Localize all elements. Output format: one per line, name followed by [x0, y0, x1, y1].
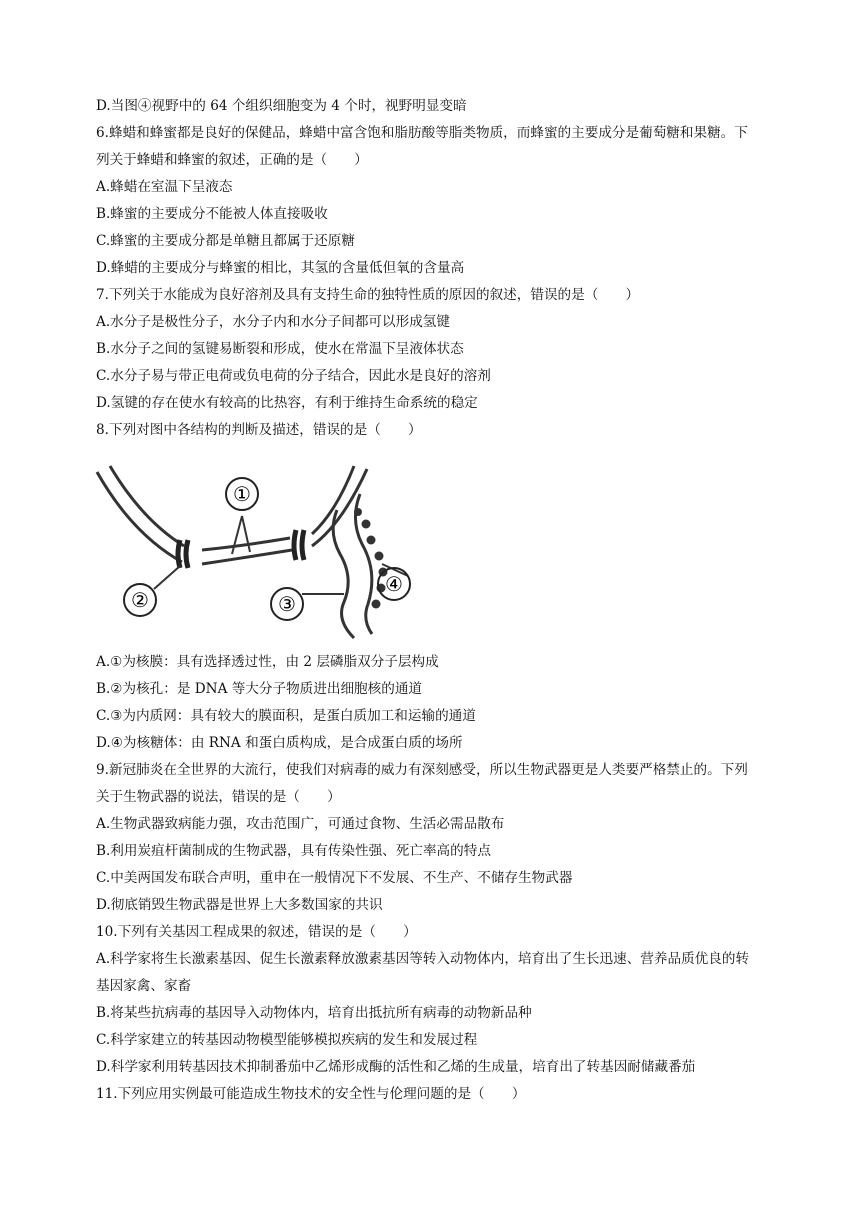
line-q9-d: D.彻底销毁生物武器是世界上大多数国家的共识: [96, 897, 383, 913]
line-q9-stem-2: 关于生物武器的说法，错误的是（ ）: [96, 789, 341, 805]
line-q10-a-2: 基因家禽、家畜: [96, 978, 192, 994]
line-q5-d: D.当图④视野中的 64 个组织细胞变为 4 个时，视野明显变暗: [96, 98, 467, 114]
figure-label-4: ④: [385, 572, 403, 596]
line-q7-c: C.水分子易与带正电荷或负电荷的分子结合，因此水是良好的溶剂: [96, 368, 491, 384]
line-q6-d: D.蜂蜡的主要成分与蜂蜜的相比，其氢的含量低但氧的含量高: [96, 260, 465, 276]
line-q10-a-1: A.科学家将生长激素基因、促生长激素释放激素基因等转入动物体内，培育出了生长迅速、营养品质优良的转: [96, 951, 750, 967]
line-q9-stem-1: 9.新冠肺炎在全世界的大流行，使我们对病毒的威力有深刻感受，所以生物武器更是人类要严格禁止的。下列: [96, 762, 748, 778]
nucleus-structure-figure: [92, 454, 422, 644]
line-q6-stem-1: 6.蜂蜡和蜂蜜都是良好的保健品，蜂蜡中富含饱和脂肪酸等脂类物质，而蜂蜜的主要成分是葡萄糖和果糖。下: [96, 125, 748, 141]
line-q8-stem: 8.下列对图中各结构的判断及描述，错误的是（ ）: [96, 422, 422, 438]
line-q8-a: A.①为核膜：具有选择透过性，由 2 层磷脂双分子层构成: [96, 654, 439, 670]
line-q10-c: C.科学家建立的转基因动物模型能够模拟疾病的发生和发展过程: [96, 1032, 478, 1048]
line-q10-d: D.科学家利用转基因技术抑制番茄中乙烯形成酶的活性和乙烯的生成量，培育出了转基因耐储藏番茄: [96, 1059, 696, 1075]
line-q6-b: B.蜂蜜的主要成分不能被人体直接吸收: [96, 206, 328, 222]
line-q7-stem: 7.下列关于水能成为良好溶剂及具有支持生命的独特性质的原因的叙述，错误的是（ ）: [96, 287, 640, 303]
line-q10-stem: 10.下列有关基因工程成果的叙述，错误的是（ ）: [96, 924, 417, 940]
line-q8-d: D.④为核糖体：由 RNA 和蛋白质构成，是合成蛋白质的场所: [96, 735, 463, 751]
figure-label-1: ①: [233, 482, 251, 506]
line-q8-b: B.②为核孔：是 DNA 等大分子物质进出细胞核的通道: [96, 681, 423, 697]
line-q9-a: A.生物武器致病能力强，攻击范围广，可通过食物、生活必需品散布: [96, 816, 505, 832]
line-q10-b: B.将某些抗病毒的基因导入动物体内，培育出抵抗所有病毒的动物新品种: [96, 1005, 532, 1021]
line-q9-c: C.中美两国发布联合声明，重申在一般情况下不发展、不生产、不储存生物武器: [96, 870, 573, 886]
line-q6-a: A.蜂蜡在室温下呈液态: [96, 179, 233, 195]
line-q7-b: B.水分子之间的氢键易断裂和形成，使水在常温下呈液体状态: [96, 341, 464, 357]
line-q6-c: C.蜂蜜的主要成分都是单糖且都属于还原糖: [96, 233, 355, 249]
figure-label-2: ②: [131, 588, 149, 612]
line-q7-d: D.氢键的存在使水有较高的比热容，有利于维持生命系统的稳定: [96, 395, 478, 411]
line-q8-c: C.③为内质网：具有较大的膜面积，是蛋白质加工和运输的通道: [96, 708, 476, 724]
line-q11-stem: 11.下列应用实例最可能造成生物技术的安全性与伦理问题的是（ ）: [96, 1086, 526, 1102]
figure-label-3: ③: [278, 592, 296, 616]
line-q7-a: A.水分子是极性分子，水分子内和水分子间都可以形成氢键: [96, 314, 450, 330]
line-q6-stem-2: 列关于蜂蜡和蜂蜜的叙述，正确的是（ ）: [96, 152, 368, 168]
line-q9-b: B.利用炭疽杆菌制成的生物武器，具有传染性强、死亡率高的特点: [96, 843, 491, 859]
